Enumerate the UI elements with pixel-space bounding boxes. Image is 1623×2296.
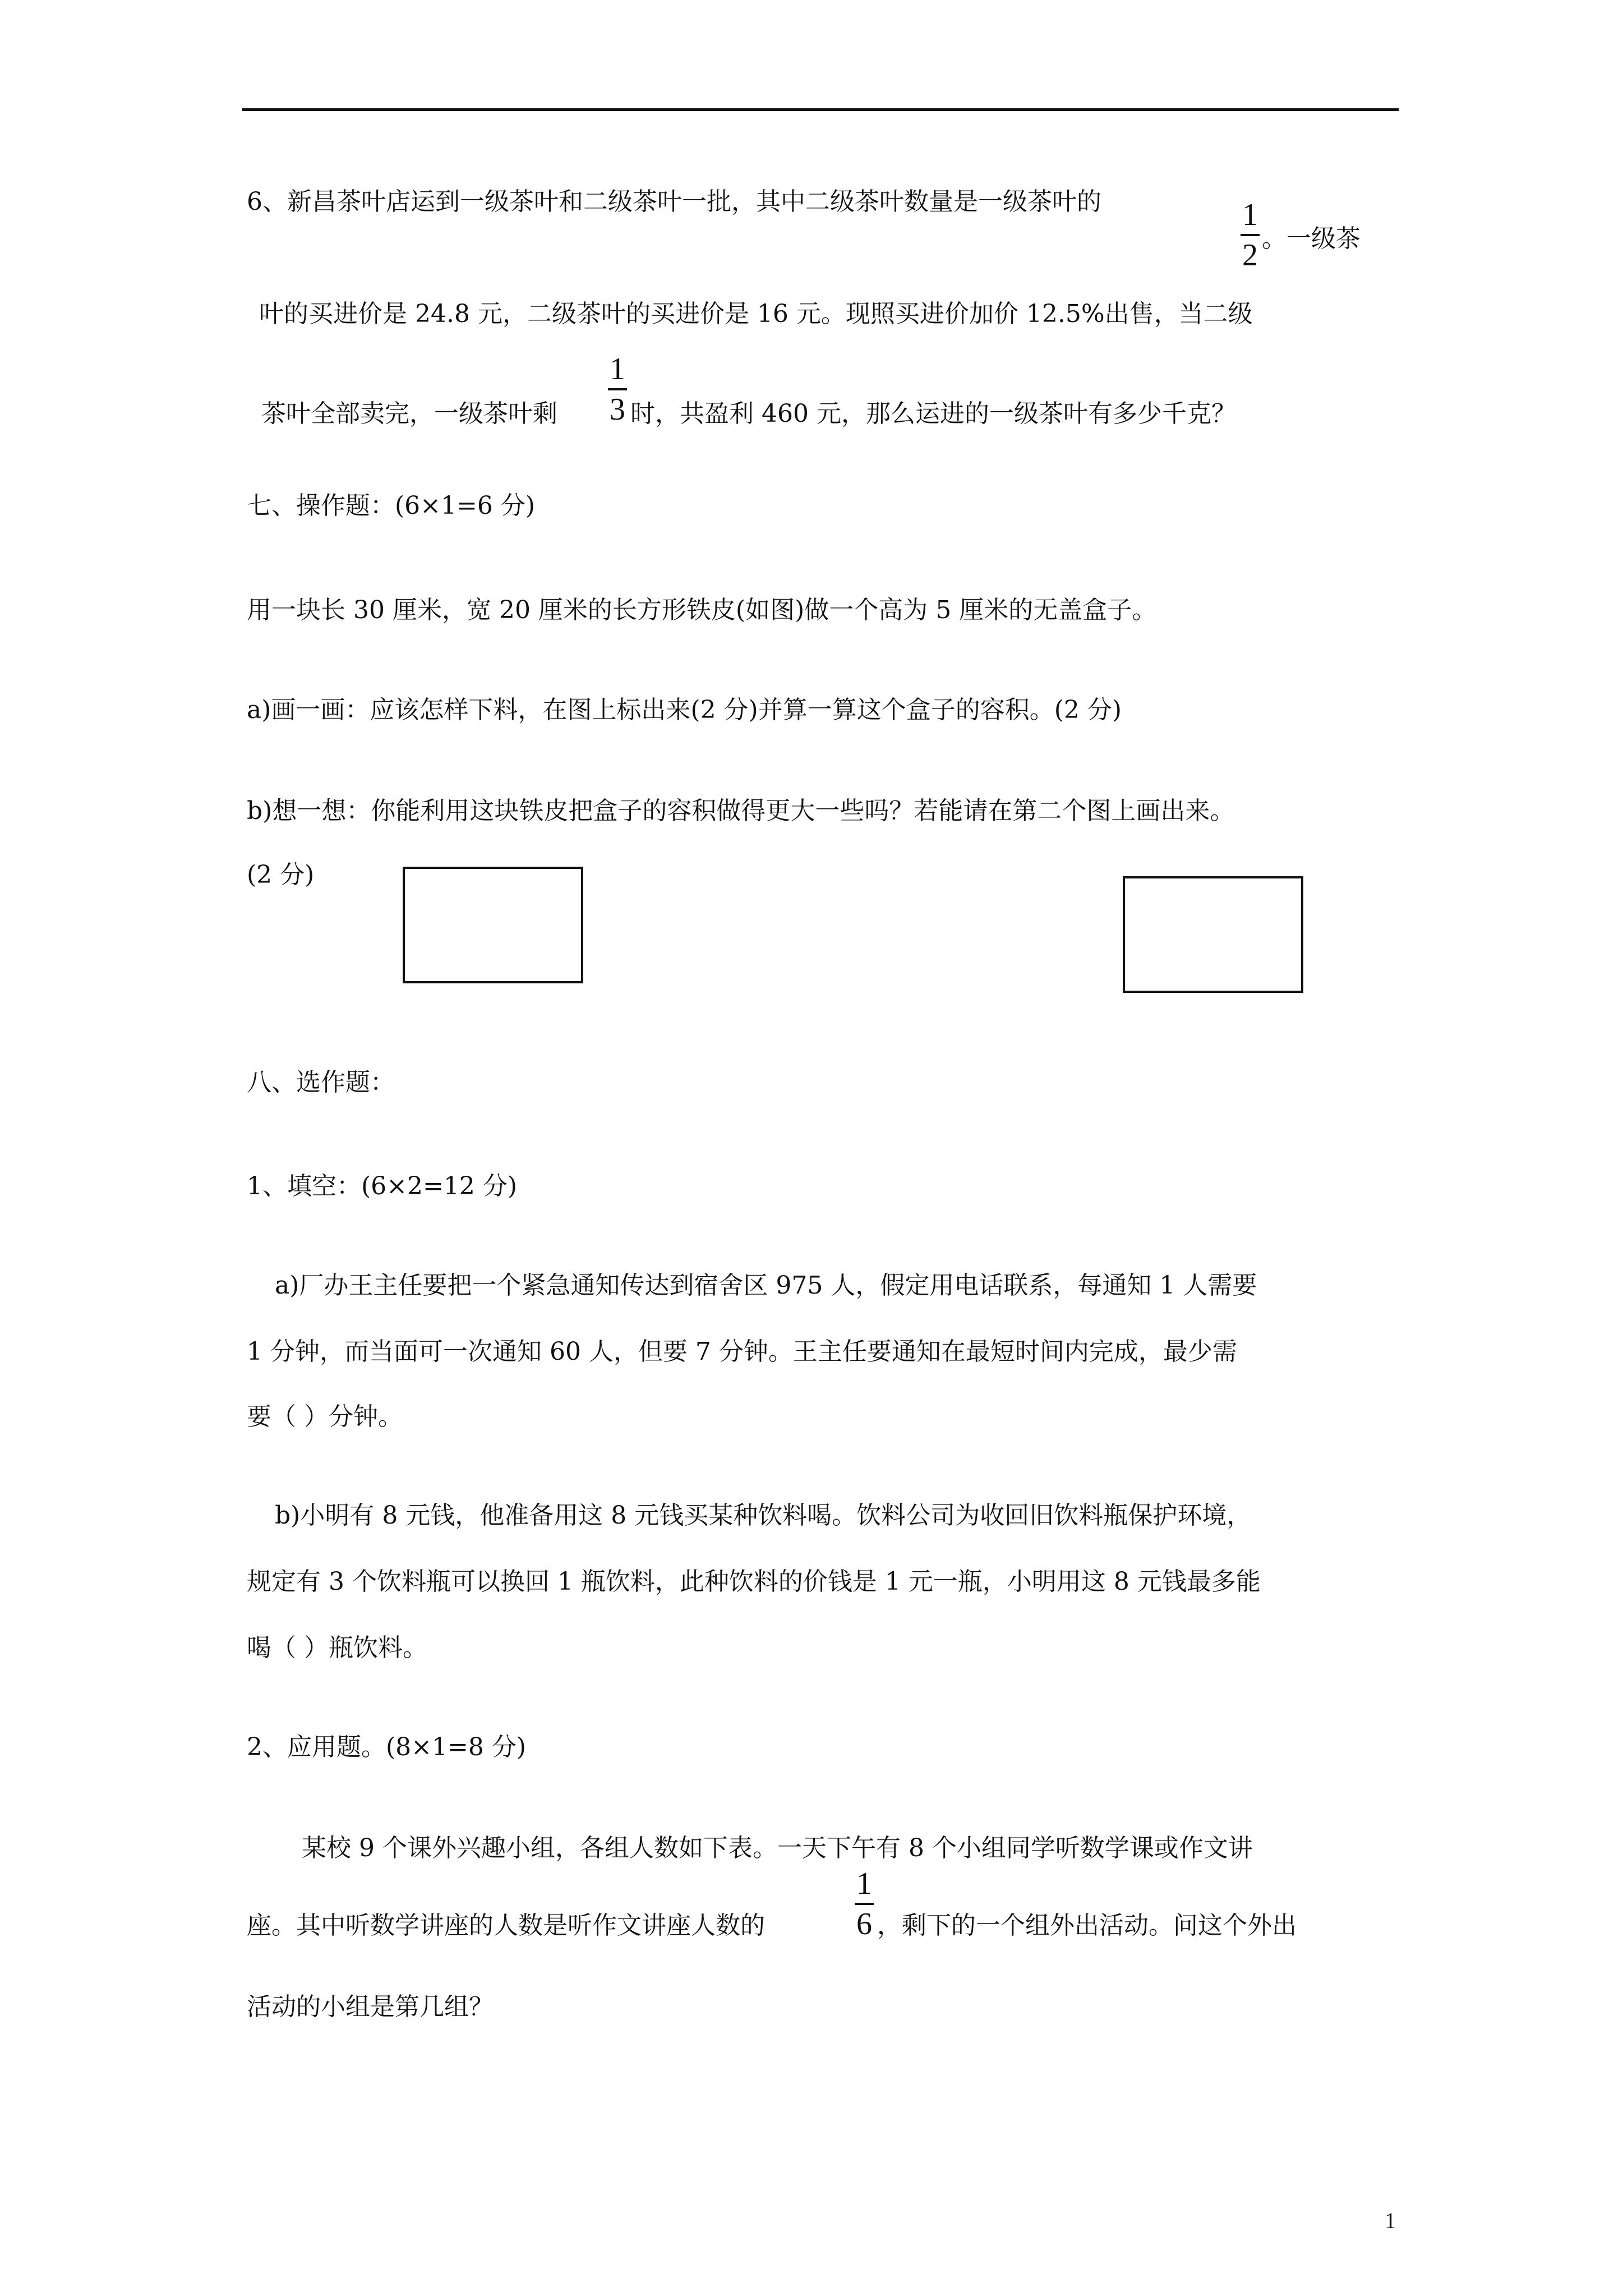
sheet-rectangle-1 xyxy=(403,867,583,983)
problem6-line3-text-a: 茶叶全部卖完，一级茶叶剩 xyxy=(261,399,557,428)
q2-line1: 某校 9 个课外兴趣小组，各组人数如下表。一天下午有 8 个小组同学听数学课或作文讲 xyxy=(302,1834,1253,1862)
q2-line2-text-a: 座。其中听数学讲座的人数是听作文讲座人数的 xyxy=(247,1911,765,1940)
section7-part-a: a)画一画：应该怎样下料，在图上标出来(2 分)并算一算这个盒子的容积。(2 分) xyxy=(247,696,1122,724)
header-rule xyxy=(242,108,1399,111)
problem6-line1 xyxy=(247,185,1101,219)
section8-q1-heading: 1、填空：(6×2=12 分) xyxy=(247,1172,518,1200)
q2-line2-text-b: ，剩下的一个组外出活动。问这个外出 xyxy=(877,1911,1297,1940)
fraction-bar xyxy=(608,388,627,390)
fraction-one-half xyxy=(1241,199,1260,271)
fraction-one-third xyxy=(608,353,627,425)
section7-part-b: b)想一想：你能利用这块铁皮把盒子的容积做得更大一些吗？若能请在第二个图上画出来。 xyxy=(247,797,1235,825)
section7-heading: 七、操作题：(6×1=6 分) xyxy=(247,491,536,520)
q1b-line2: 规定有 3 个饮料瓶可以换回 1 瓶饮料，此种饮料的价钱是 1 元一瓶，小明用这 8 元钱最多能 xyxy=(247,1567,1261,1596)
problem6-line1-tail: 。一级茶 xyxy=(1262,224,1361,253)
fraction-denominator: 6 xyxy=(856,1907,872,1941)
section8-heading: 八、选作题： xyxy=(247,1068,395,1097)
q1a-line2: 1 分钟，而当面可一次通知 60 人，但要 7 分钟。王主任要通知在最短时间内完成，最少需 xyxy=(247,1337,1237,1366)
section8-q2-heading: 2、应用题。(8×1=8 分) xyxy=(247,1733,527,1761)
page-number: 1 xyxy=(1385,2208,1396,2233)
fraction-numerator: 1 xyxy=(610,352,625,386)
section7-part-b-score: (2 分) xyxy=(247,861,315,889)
fraction-bar xyxy=(1241,234,1260,236)
problem6-line1-text-a: 6、新昌茶叶店运到一级茶叶和二级茶叶一批，其中二级茶叶数量是一级茶叶的 xyxy=(247,187,1101,216)
fraction-bar xyxy=(855,1903,874,1905)
q1b-line3: 喝（ ）瓶饮料。 xyxy=(247,1634,427,1662)
section7-intro: 用一块长 30 厘米，宽 20 厘米的长方形铁皮(如图)做一个高为 5 厘米的无盖盒子。 xyxy=(247,596,1157,624)
q2-line3: 活动的小组是第几组？ xyxy=(247,1993,494,2021)
fraction-one-sixth xyxy=(855,1868,874,1940)
fraction-denominator: 3 xyxy=(610,392,625,427)
q1a-line1: a)厂办王主任要把一个紧急通知传达到宿舍区 975 人，假定用电话联系，每通知 1 人需要 xyxy=(275,1271,1257,1300)
q1b-line1: b)小明有 8 元钱，他准备用这 8 元钱买某种饮料喝。饮料公司为收回旧饮料瓶保护环境， xyxy=(275,1501,1252,1530)
sheet-rectangle-2 xyxy=(1123,876,1303,993)
fraction-numerator: 1 xyxy=(856,1866,872,1901)
problem6-line2: 叶的买进价是 24.8 元，二级茶叶的买进价是 16 元。现照买进价加价 12.5%出售，当二级 xyxy=(259,300,1253,328)
q1a-line3: 要（ ）分钟。 xyxy=(247,1402,403,1431)
fraction-numerator: 1 xyxy=(1242,197,1258,232)
fraction-denominator: 2 xyxy=(1242,238,1258,273)
problem6-line3-text-b: 时，共盈利 460 元，那么运进的一级茶叶有多少千克？ xyxy=(630,399,1236,428)
